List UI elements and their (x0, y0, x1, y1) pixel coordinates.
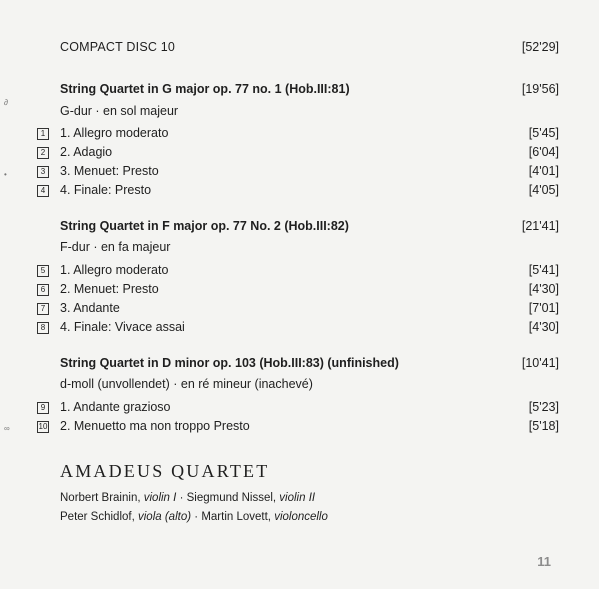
track-duration: [5'18] (528, 419, 559, 433)
track-title: 3. Menuet: Presto (60, 164, 159, 178)
work-duration: [10'41] (521, 356, 559, 370)
page-number: 11 (537, 554, 551, 569)
track-number-box: 10 (38, 422, 48, 431)
separator: · (194, 511, 199, 523)
scan-mark: • (4, 170, 7, 179)
track-number-box: 3 (37, 166, 49, 178)
track-title: 2. Menuetto ma non troppo Presto (60, 419, 250, 433)
track-number-box: 2 (37, 147, 49, 159)
track-duration: [4'01] (528, 164, 559, 178)
work-subtitle: F-dur · en fa majeur (60, 240, 171, 254)
track-duration: [4'30] (528, 282, 559, 296)
disc-total-duration: [52'29] (521, 40, 559, 54)
track-title: 1. Allegro moderato (60, 263, 169, 277)
work-duration: [19'56] (521, 82, 559, 96)
track-title: 4. Finale: Vivace assai (60, 320, 185, 334)
separator: · (179, 492, 184, 504)
performers-line-2 (60, 511, 328, 523)
performer-role: viola (alto) (138, 511, 192, 523)
track-number-box: 7 (37, 303, 49, 315)
scan-mark: ∂ (4, 98, 8, 107)
track-number-box: 8 (37, 322, 49, 334)
performer-name: Norbert Brainin, (60, 492, 141, 504)
work-subtitle: G-dur · en sol majeur (60, 104, 179, 118)
work-duration: [21'41] (521, 219, 559, 233)
track-duration: [4'30] (528, 320, 559, 334)
track-duration: [6'04] (528, 145, 559, 159)
work-subtitle: d-moll (unvollendet) · en ré mineur (inachevé) (60, 377, 313, 391)
track-number-box: 9 (37, 402, 49, 414)
track-title: 2. Adagio (60, 145, 113, 159)
track-duration: [4'05] (528, 183, 559, 197)
performer-role: violoncello (274, 511, 328, 523)
track-title: 1. Andante grazioso (60, 400, 171, 414)
track-number-box: 1 (37, 128, 49, 140)
work-title: String Quartet in G major op. 77 no. 1 (Hob.III:81) (60, 82, 350, 96)
track-title: 3. Andante (60, 301, 120, 315)
work-title: String Quartet in D minor op. 103 (Hob.III:83) (unfinished) (60, 356, 399, 370)
track-title: 2. Menuet: Presto (60, 282, 159, 296)
performer-role: violin I (143, 492, 177, 504)
scan-mark: ∞ (4, 424, 10, 433)
disc-label: COMPACT DISC 10 (60, 40, 176, 54)
performer-role: violin II (279, 492, 316, 504)
track-title: 4. Finale: Presto (60, 183, 152, 197)
track-duration: [5'45] (528, 126, 559, 140)
ensemble-name: AMADEUS QUARTET (60, 461, 270, 481)
track-duration: [7'01] (528, 301, 559, 315)
track-number-box: 5 (37, 265, 49, 277)
track-number-box: 4 (37, 185, 49, 197)
track-duration: [5'41] (528, 263, 559, 277)
work-title: String Quartet in F major op. 77 No. 2 (Hob.III:82) (60, 219, 349, 233)
performer-name: Martin Lovett, (201, 511, 271, 523)
track-number-box: 6 (37, 284, 49, 296)
performer-name: Siegmund Nissel, (186, 492, 277, 504)
track-title: 1. Allegro moderato (60, 126, 169, 140)
performer-name: Peter Schidlof, (60, 511, 135, 523)
track-duration: [5'23] (528, 400, 559, 414)
performers-line-1 (60, 492, 315, 504)
